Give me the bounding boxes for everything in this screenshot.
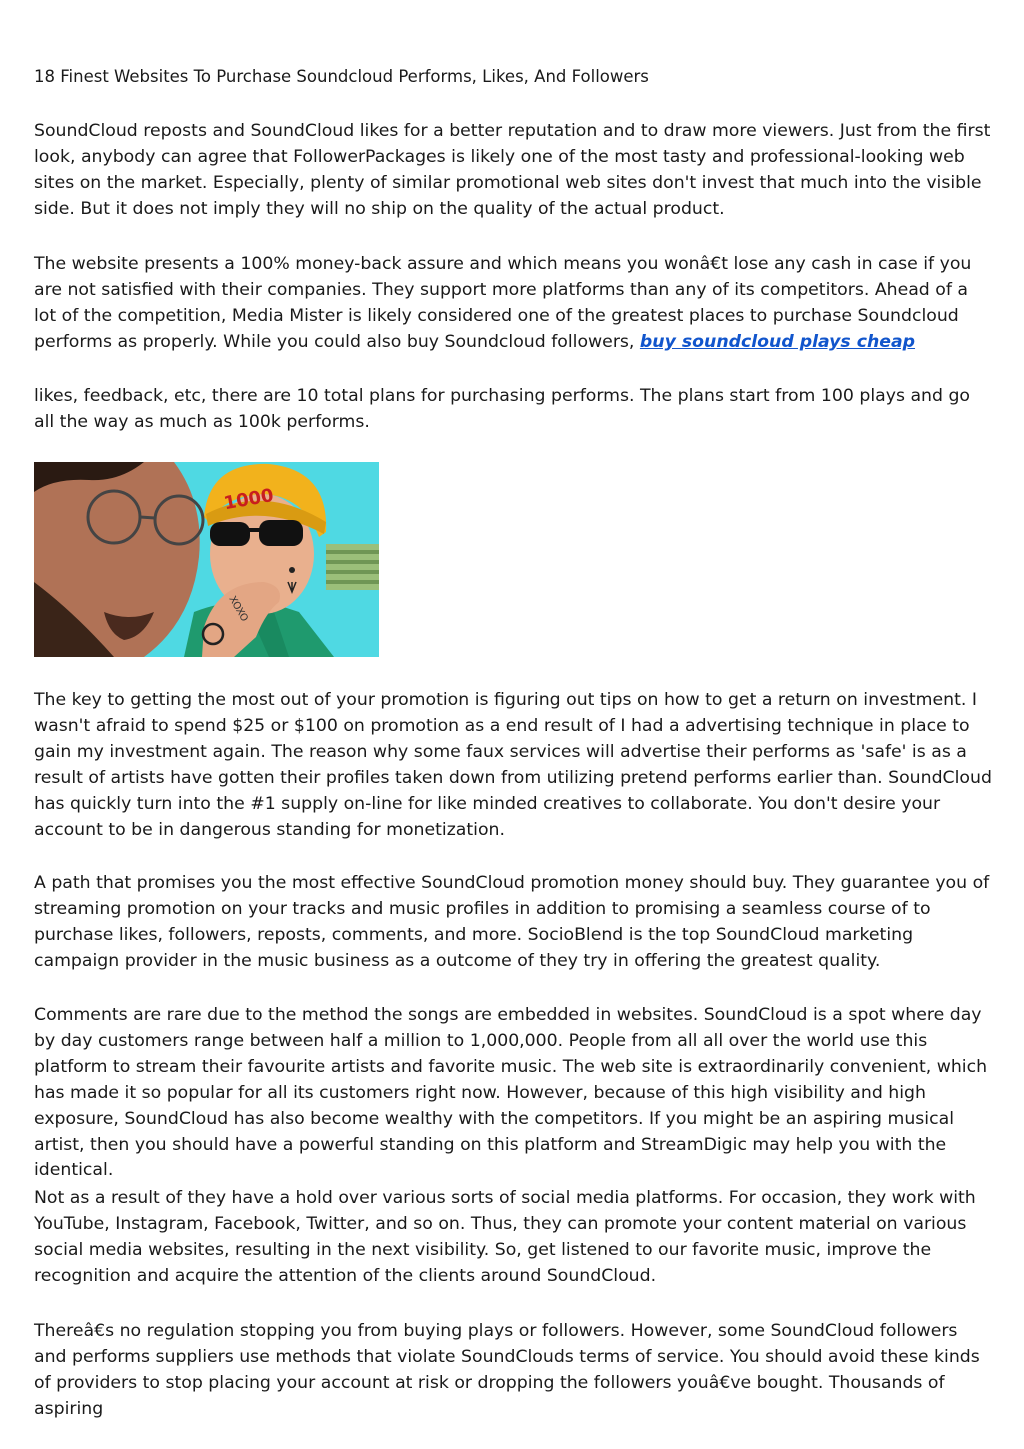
paragraph-8: Thereâ€s no regulation stopping you from buying plays or followers. However, some SoundCloud followers and performs suppliers use methods that violate SoundClouds terms of service. You should avoid these kinds of providers to stop placing your account at risk or dropping the followers youâ€ve bought. Thousands of aspiring bbox=[34, 1321, 980, 1419]
money-stack bbox=[326, 544, 379, 590]
forehead-text: 1000 bbox=[222, 484, 276, 515]
paragraph-2 bbox=[34, 252, 992, 356]
title-text: 18 Finest Websites To Purchase Soundcloud Performs, Likes, And Followers bbox=[34, 67, 649, 86]
paragraph-7: Not as a result of they have a hold over various sorts of social media platforms. For occasion, they work with YouTube, Instagram, Facebook, Twitter, and so on. Thus, they can promote your content material on various social media websites, resulting in the next visibility. So, get listened to our favorite music, improve the recognition and acquire the attention of the clients around SoundCloud. bbox=[34, 1188, 976, 1286]
paragraph-6: Comments are rare due to the method the songs are embedded in websites. SoundCloud is a spot where day by day customers range between half a million to 1,000,000. People from all all over the world use this platform to stream their favourite artists and favorite music. The web site is extraordinarily convenient, which has made it so popular for all its customers right now. However, because of this high visibility and high exposure, SoundCloud has also become wealthy with the competitors. If you might be an aspiring musical artist, then you should have a powerful standing on this platform and StreamDigic may help you with the identical. bbox=[34, 1005, 988, 1181]
paragraph-2-text: The website presents a 100% money-back assure and which means you wonâ€t lose any cash in case if you are not satisfied with their companies. They support more platforms than any of its competitors. Ahead of a lot of the competition, Media Mister is likely considered one of the greatest places to purchase Soundcloud performs as properly. While you could also buy Soundcloud followers, bbox=[34, 254, 972, 352]
paragraph-1: SoundCloud reposts and SoundCloud likes for a better reputation and to draw more viewers. Just from the first look, anybody can agree that FollowerPackages is likely one of the most tasty and professional-looking web sites on the market. Especially, plenty of similar promotional web sites don't invest that much into the visible side. But it does not imply they will no ship on the quality of the actual product. bbox=[34, 121, 991, 219]
document-title bbox=[34, 66, 649, 88]
paragraph-3: likes, feedback, etc, there are 10 total plans for purchasing performs. The plans start from 100 plays and go all the way as much as 100k performs. bbox=[34, 386, 970, 432]
hand-tattoo-text: XOXO bbox=[226, 594, 250, 624]
paragraph-4: The key to getting the most out of your promotion is figuring out tips on how to get a return on investment. I wasn't afraid to spend $25 or $100 on promotion as a end result of I had a advertising technique in place to gain my investment again. The reason why some faux services will advertise their performs as 'safe' is as a result of artists have gotten their profiles taken down from utilizing pretend performs earlier than. SoundCloud has quickly turn into the #1 supply on-line for like minded creatives to collaborate. You don't desire your account to be in dangerous standing for monetization. bbox=[34, 690, 992, 840]
article-photo bbox=[34, 462, 379, 657]
photo-illustration bbox=[34, 462, 379, 657]
paragraph-5: A path that promises you the most effective SoundCloud promotion money should buy. They guarantee you of streaming promotion on your tracks and music profiles in addition to promising a seamless course of to purchase likes, followers, reposts, comments, and more. SocioBlend is the top SoundCloud marketing campaign provider in the music business as a outcome of they try in offering the greatest quality. bbox=[34, 873, 990, 971]
buy-plays-link[interactable]: buy soundcloud plays cheap bbox=[639, 331, 916, 352]
